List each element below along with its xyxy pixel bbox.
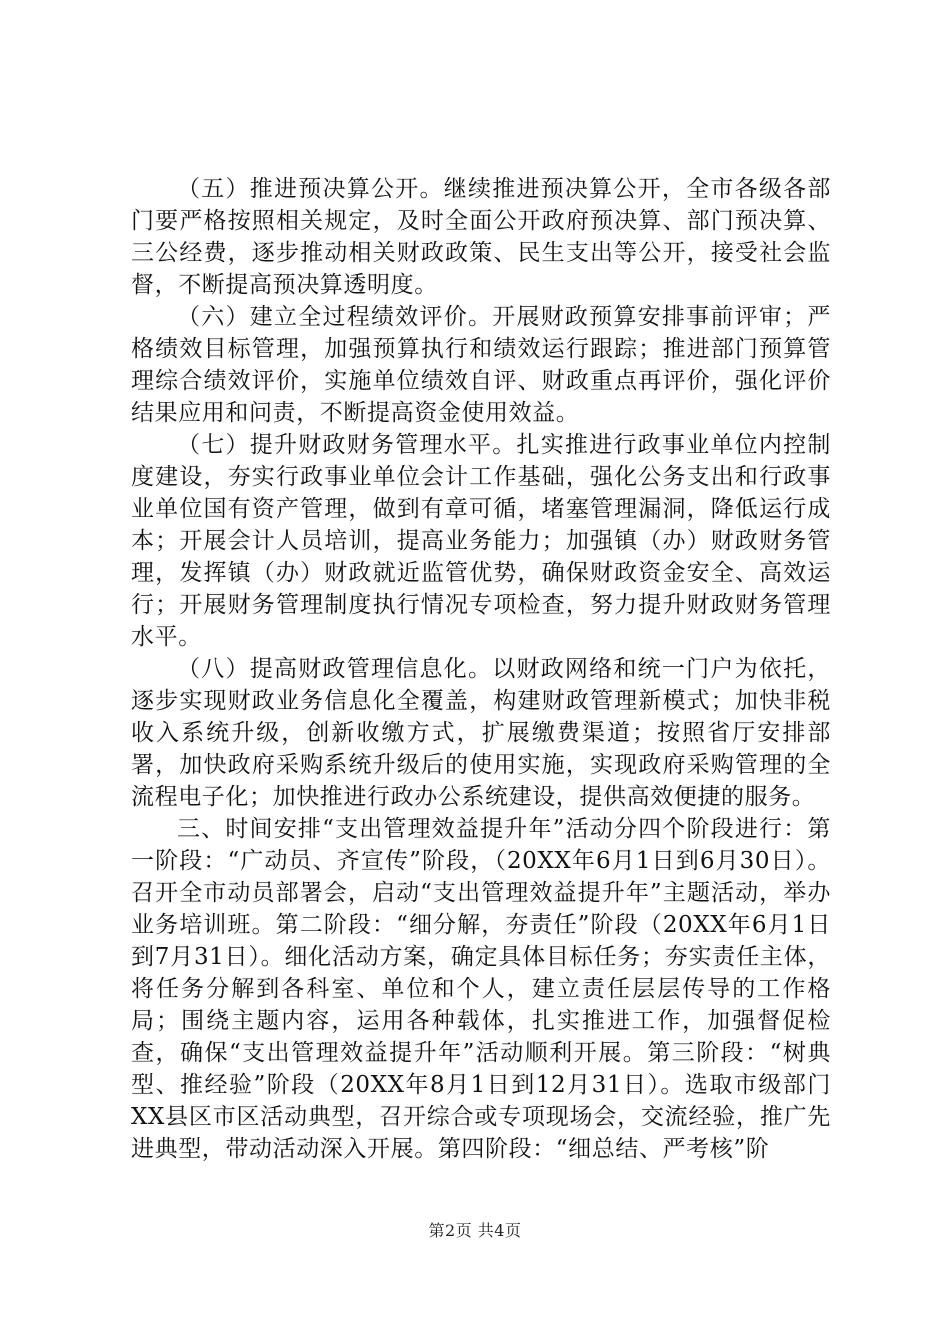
document-body <box>131 173 831 1165</box>
paragraph-6-performance-evaluation: （六）建立全过程绩效评价。开展财政预算安排事前评审；严格绩效目标管理，加强预算执行和绩效运行跟踪；推进部门预算管理综合绩效评价，实施单位绩效自评、财政重点再评价，强化评价结果应用和问责，不断提高资金使用效益。 <box>131 304 831 426</box>
paragraph-schedule: 三、时间安排“支出管理效益提升年”活动分四个阶段进行：第一阶段：“广动员、齐宣传”阶段，（20XX年6月1日到6月30日）。召开全市动员部署会，启动“支出管理效益提升年”主题活动，举办业务培训班。第二阶段：“细分解，夯责任”阶段（20XX年6月1日到7月31日）。细化活动方案，确定具体目标任务；夯实责任主体，将任务分解到各科室、单位和个人，建立责任层层传导的工作格局；围绕主题内容，运用各种载体，扎实推进工作，加强督促检查，确保“支出管理效益提升年”活动顺利开展。第三阶段：“树典型、推经验”阶段（20XX年8月1日到12月31日）。选取市级部门XX县区市区活动典型，召开综合或专项现场会，交流经验，推广先进典型，带动活动深入开展。第四阶段：“细总结、严考核”阶 <box>131 816 831 1162</box>
paragraph-8-informatization: （八）提高财政管理信息化。以财政网络和统一门户为依托，逐步实现财政业务信息化全覆盖，构建财政管理新模式；加快非税收入系统升级，创新收缴方式，扩展缴费渠道；按照省厅安排部署，加快政府采购系统升级后的使用实施，实现政府采购管理的全流程电子化；加快推进行政办公系统建设，提供高效便捷的服务。 <box>131 656 831 810</box>
page-footer: 第2页 共4页 <box>428 1221 522 1240</box>
paragraph-7-financial-management: （七）提升财政财务管理水平。扎实推进行政事业单位内控制度建设，夯实行政事业单位会计工作基础，强化公务支出和行政事业单位国有资产管理，做到有章可循，堵塞管理漏洞，降低运行成本；开展会计人员培训，提高业务能力；加强镇（办）财政财务管理，发挥镇（办）财政就近监管优势，确保财政资金安全、高效运行；开展财务管理制度执行情况专项检查，努力提升财政财务管理水平。 <box>131 432 831 650</box>
paragraph-5-budget-disclosure: （五）推进预决算公开。继续推进预决算公开，全市各级各部门要严格按照相关规定，及时全面公开政府预决算、部门预决算、三公经费，逐步推动相关财政政策、民生支出等公开，接受社会监督，不断提高预决算透明度。 <box>131 176 831 298</box>
